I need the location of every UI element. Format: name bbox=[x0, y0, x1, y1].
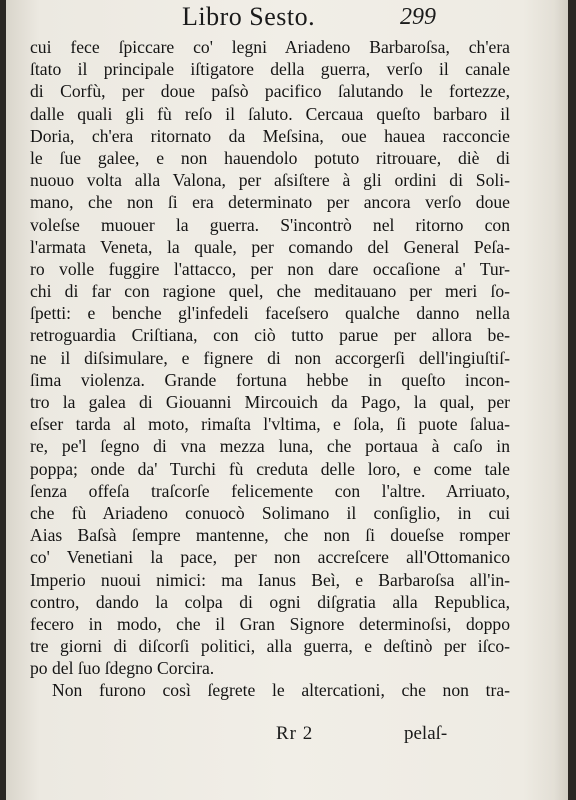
paragraph-end-line: po del ſuo ſdegno Corcira. bbox=[30, 658, 215, 679]
text-line: retroguardia Criſtiana, con ciò tutto parue per allora be- bbox=[30, 325, 510, 346]
text-line: eſser tarda al moto, rimaſta l'vltima, e ſola, ſi puote ſalua- bbox=[30, 414, 510, 435]
text-line: cui fece ſpiccare co' legni Ariadeno Barbaroſsa, ch'era bbox=[30, 37, 510, 57]
text-line: co' Venetiani la pace, per non accreſcere all'Ottomanico bbox=[30, 547, 510, 568]
text-line: di Corfù, per doue paſsò pacifico ſalutando le fortezze, bbox=[30, 81, 510, 102]
text-line: ſima violenza. Grande fortuna hebbe in queſto incon- bbox=[30, 369, 510, 390]
body-text bbox=[30, 36, 510, 702]
text-line: l'armata Veneta, la quale, per comando del General Peſa- bbox=[30, 236, 510, 257]
text-line: le ſue galee, e non hauendolo potuto ritrouare, diè di bbox=[30, 147, 510, 168]
text-line: tro la galea di Giouanni Mircouich da Pago, la qual, per bbox=[30, 392, 510, 412]
text-line: ſenza offeſa traſcorſe felicemente con l'altre. Arriuato, bbox=[30, 480, 510, 501]
text-line: mano, che non ſi era determinato per ancora verſo doue bbox=[30, 192, 510, 213]
text-line: chi di far con ragione quel, che meditauano per meri ſo- bbox=[30, 281, 510, 302]
text-line: poppa; onde da' Turchi fù creduta delle loro, e come tale bbox=[30, 458, 510, 479]
text-line: ne il diſsimulare, e fignere di non accorgerſi dell'ingiuſtiſ- bbox=[30, 347, 510, 368]
text-line: nuouo volta alla Valona, per aſsiſtere à gli ordini di Soli- bbox=[30, 170, 510, 191]
text-line: re, pe'l ſegno di vna mezza luna, che portaua à caſo in bbox=[30, 436, 510, 457]
text-line: ro volle fuggire l'attacco, per non dare occaſione a' Tur- bbox=[30, 258, 510, 279]
text-line: Aias Baſsà ſempre mantenne, che non ſi doueſse romper bbox=[30, 525, 510, 546]
paragraph-start-line: Non furono così ſegrete le altercationi, che non tra- bbox=[52, 680, 510, 701]
text-line: ſpetti: e benche gl'infedeli faceſsero qualche danno nella bbox=[30, 303, 510, 324]
running-head: Libro Sesto. bbox=[182, 2, 316, 31]
text-line: dalle quali gli fù reſo il ſaluto. Cercaua queſto barbaro il bbox=[30, 103, 510, 124]
signature-mark: Rr 2 bbox=[276, 723, 314, 744]
catchword: pelaſ- bbox=[404, 723, 448, 744]
text-line: Doria, ch'era ritornato da Meſsina, oue hauea racconcie bbox=[30, 125, 510, 146]
text-line: tre giorni di diſcorſi politici, alla guerra, e deſtinò per iſco- bbox=[30, 636, 510, 657]
show-through-text bbox=[481, 4, 488, 21]
page-edge-shadow bbox=[554, 0, 568, 800]
text-line: Imperio nuoui nimici: ma Ianus Beì, e Barbaroſsa all'in- bbox=[30, 569, 510, 590]
text-line: fecero in modo, che il Gran Signore determinoſsi, doppo bbox=[30, 613, 510, 634]
text-line: che fù Ariadeno conuocò Solimano il conſiglio, in cui bbox=[30, 502, 510, 523]
text-line: ſtato il principale iſtigatore della guerra, verſo il canale bbox=[30, 59, 510, 80]
text-line: voleſse muouer la guerra. S'incontrò nel ritorno con bbox=[30, 214, 510, 235]
text-line: contro, dando la colpa di ogni diſgratia alla Republica, bbox=[30, 591, 510, 612]
page-number: 299 bbox=[400, 4, 436, 30]
book-page bbox=[6, 0, 568, 800]
